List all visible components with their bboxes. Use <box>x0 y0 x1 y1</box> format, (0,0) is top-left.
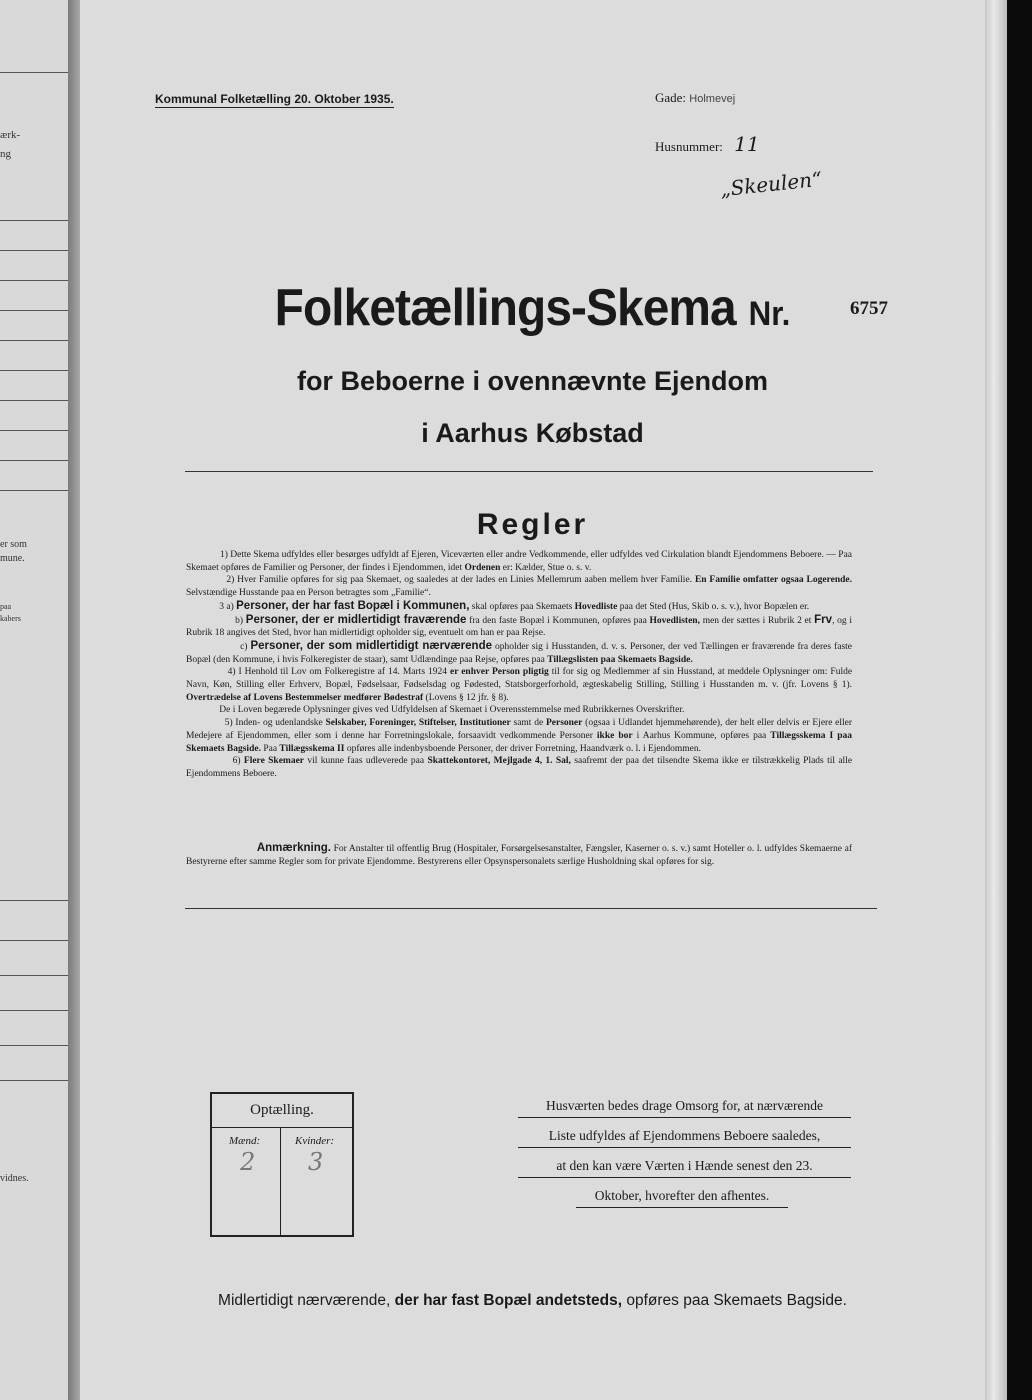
divider <box>185 471 873 472</box>
rule <box>0 940 68 941</box>
notice-line: Husværten bedes drage Omsorg for, at nærværende <box>518 1098 851 1118</box>
house-name-handwritten: „Skeulen“ <box>719 166 824 202</box>
rule-1: 1) Dette Skema udfyldes eller besørges udfyldt af Ejeren, Viceværten eller andre Vedkommende, eller udfyldes ved Cirkulation blandt Ejendommens Beboere. — Paa Skemaet opføres de Familier og Personer, der findes i Ejendommen, idet Ordenen er: Kælder, Stue o. s. v. <box>186 550 852 573</box>
anmaerkning-text: For Anstalter til offentlig Brug (Hospitaler, Forsørgelsesanstalter, Fængsler, Kaserner o. s. v.) samt Hoteller o. l. udfyldes Skemaerne af Bestyrerne efter samme Regler som for private Ejendomme. Bestyrerens eller Opsynspersonalets særlige Husholdning skal opføres for sig. <box>186 844 853 867</box>
rule <box>0 220 68 221</box>
rule <box>0 975 68 976</box>
rule <box>0 370 68 371</box>
rule <box>0 310 68 311</box>
book-gutter <box>68 0 80 1400</box>
rule-2: 2) Hver Familie opføres for sig paa Skemaet, og saaledes at der lades en Linies Mellemrum aaben mellem hver Familie. En Familie omfatter ogsaa Logerende. Selvstændige Husstande paa en Person betragtes som „Familie“. <box>186 575 853 599</box>
husnummer-label: Husnummer: <box>655 139 723 154</box>
rule-3a: 3 a) Personer, der har fast Bopæl i Kommunen, skal opføres paa Skemaets Hovedliste paa det Sted (Hus, Skib o. s. v.), hvor Bopælen er. <box>219 599 810 612</box>
rule <box>0 430 68 431</box>
husnummer-value: 11 <box>734 132 760 156</box>
rule <box>0 400 68 401</box>
rule <box>0 280 68 281</box>
page-edge <box>985 0 1007 1400</box>
page-fragment-text: er som <box>0 539 27 550</box>
rule <box>0 340 68 341</box>
rules-text <box>186 549 852 781</box>
landlord-notice <box>518 1098 851 1218</box>
kvinder-value: 3 <box>308 1148 324 1176</box>
rule-4-extra: De i Loven begærede Oplysninger gives ved Udfyldelsen af Skemaet i Overensstemmelse med Rubrikkernes Overskrifter. <box>219 705 685 716</box>
husnummer-line <box>655 132 760 156</box>
rule <box>0 250 68 251</box>
box-divider <box>212 1127 352 1128</box>
rule <box>0 1010 68 1011</box>
footer-post: opføres paa Skemaets Bagside. <box>626 1292 847 1309</box>
page-fragment-text: vidnes. <box>0 1173 29 1184</box>
rule <box>0 1045 68 1046</box>
subtitle-line1: for Beboerne i ovennævnte Ejendom <box>296 366 769 396</box>
rule-3b: b) Personer, der er midlertidigt fraværende fra den faste Bopæl i Kommunen, opføres paa Hovedlisten, men der sættes i Rubrik 2 et Frv, og i Rubrik 18 angives det Sted, hvor han midlertidigt opholder sig, eventuelt om han er paa Rejse. <box>186 613 853 639</box>
form-number: 6757 <box>850 298 888 319</box>
rule <box>0 490 68 491</box>
divider <box>185 908 877 909</box>
rule <box>0 460 68 461</box>
rule <box>0 72 68 73</box>
footer-note <box>80 1292 985 1310</box>
page-fragment-text: ærk- <box>0 129 21 141</box>
notice-line: Liste udfyldes af Ejendommens Beboere saaledes, <box>518 1128 851 1148</box>
rule-6: 6) Flere Skemaer vil kunne faas udleverede paa Skattekontoret, Mejlgade 4, 1. Sal, saafremt der paa det tilsendte Skema ikke er tilstrækkelig Plads til alle Ejendommens Beboere. <box>186 756 853 779</box>
anmaerkning-note <box>186 842 852 868</box>
form-title <box>116 278 949 338</box>
gade-label: Gade: <box>655 90 687 105</box>
gade-line <box>655 90 735 106</box>
subtitle-line2: i Aarhus Købstad <box>421 418 644 448</box>
census-heading: Kommunal Folketælling 20. Oktober 1935. <box>155 92 394 106</box>
previous-page-fragment <box>0 0 68 1400</box>
footer-bold: der har fast Bopæl andetsteds, <box>394 1292 623 1309</box>
anmaerkning-label: Anmærkning. <box>256 842 331 854</box>
rule-3c: c) Personer, der som midlertidigt nærværende opholder sig i Husstanden, d. v. s. Personer, der ved Tællingen er fraværende fra deres faste Bopæl (den Kommune, i hvis Folkeregister de staar), samt Udlændinge paa Rejse, opføres paa Tillægslisten paa Skemaets Bagside. <box>186 639 853 665</box>
form-title-main: Folketællings-Skema <box>274 279 736 337</box>
page-fragment-text: mune. <box>0 553 25 564</box>
kvinder-label: Kvinder: <box>295 1135 335 1147</box>
page-fragment-text: ng <box>0 148 11 160</box>
notice-line: at den kan være Værten i Hænde senest den 23. <box>518 1158 851 1178</box>
gade-value: Holmevej <box>689 93 736 105</box>
census-form-page <box>80 0 985 1400</box>
page-fragment-text: paa <box>0 602 12 611</box>
form-title-nr: Nr. <box>748 295 791 333</box>
footer-pre: Midlertidigt nærværende, <box>218 1292 391 1309</box>
maend-value: 2 <box>240 1148 256 1176</box>
notice-line: Oktober, hvorefter den afhentes. <box>576 1188 788 1208</box>
optaelling-box <box>210 1092 354 1237</box>
rule <box>0 1080 68 1081</box>
box-divider <box>280 1127 281 1235</box>
maend-label: Mænd: <box>229 1135 261 1147</box>
optaelling-title: Optælling. <box>250 1102 314 1118</box>
rules-heading: Regler <box>476 508 589 541</box>
rule-5: 5) Inden- og udenlandske Selskaber, Foreninger, Stiftelser, Institutioner samt de Personer (ogsaa i Udlandet hjemmehørende), der helt eller delvis er Ejere eller Medejere af Ejendommen, eller som i denne har Forretningslokale, forsaavidt vedkommende Personer ikke bor i Aarhus Kommune, opføres paa Tillægsskema I paa Skemaets Bagside. Paa Tillægsskema II opføres alle indenbysboende Personer, der driver Forretning, Haandværk o. l. i Ejendommen. <box>186 718 853 754</box>
rule <box>0 900 68 901</box>
rule-4: 4) I Henhold til Lov om Folkeregistre af 14. Marts 1924 er enhver Person pligtig til for sig og Medlemmer af sin Husstand, at meddele Oplysninger om: Fulde Navn, Køn, Stilling eller Erhverv, Bopæl, Fødselsaar, Fødselsdag og Fødested, Statsborgerforhold, ægteskabelig Stilling, Stilling i Husstanden m. v. (jfr. Lovens § 1). Overtrædelse af Lovens Bestemmelser medfører Bødestraf (Lovens § 12 jfr. § 8). <box>186 667 853 703</box>
page-fragment-text: kabers <box>0 614 21 623</box>
